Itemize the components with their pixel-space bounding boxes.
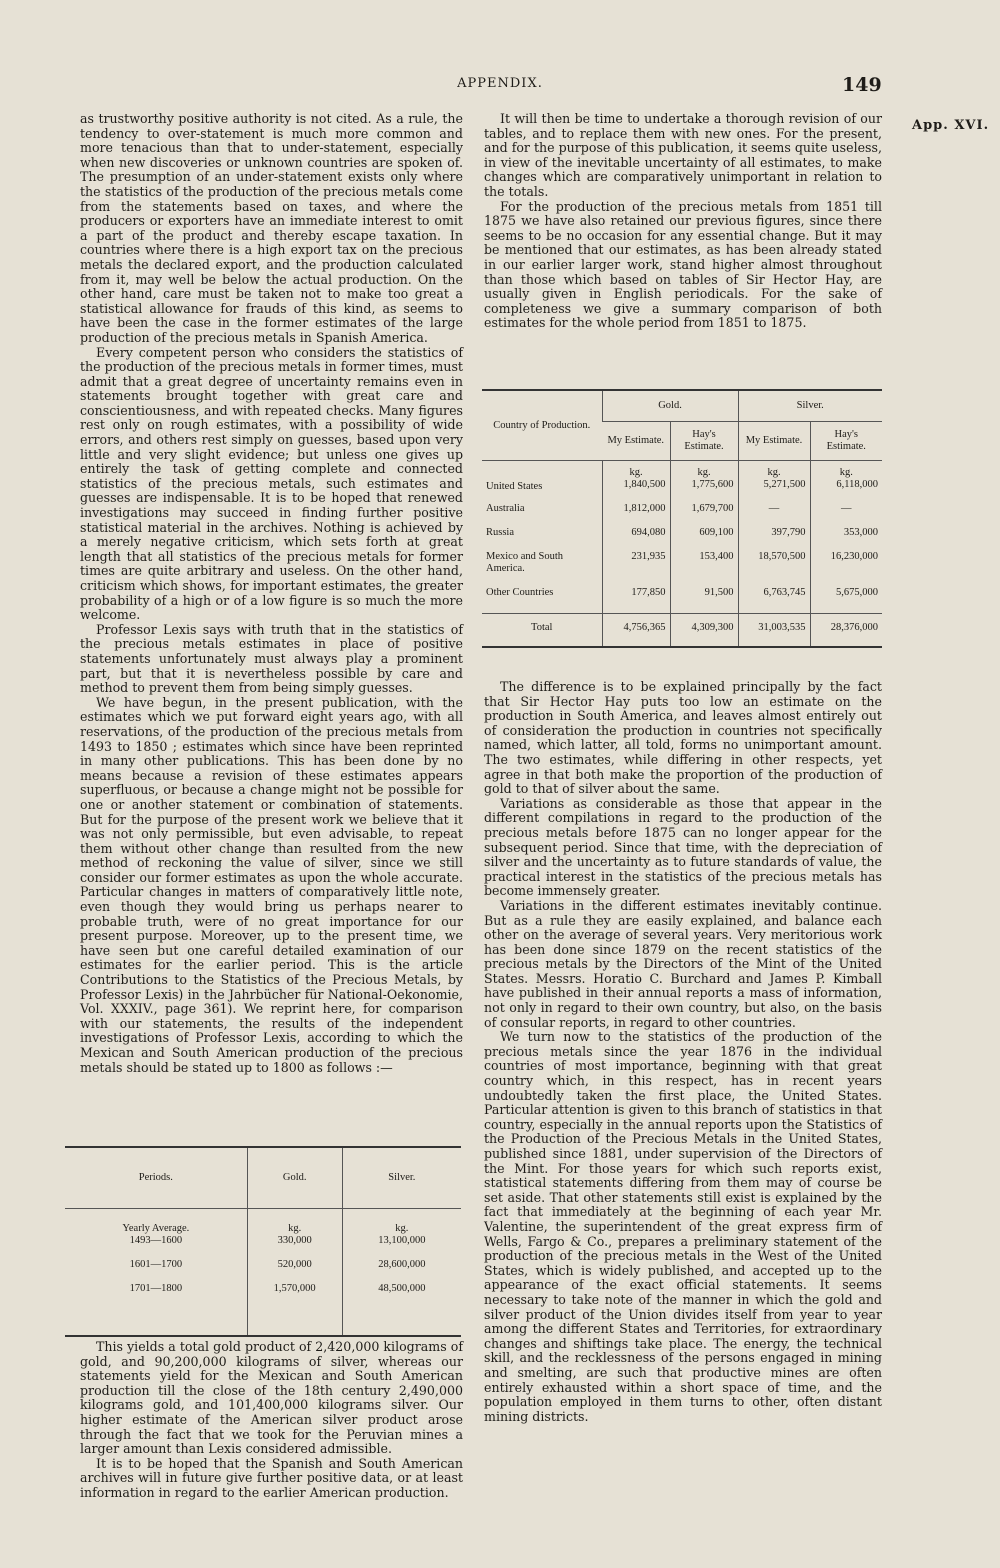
value: 353,000	[810, 517, 882, 541]
total-label: Total	[482, 614, 602, 648]
value: 1,679,700	[670, 495, 738, 517]
value: 4,756,365	[602, 614, 670, 648]
header-gold: Gold.	[602, 390, 738, 422]
paragraph: Variations as considerable as those that appear in the different compilations in regard to the production of the precious metals before 1875 can no longer appear for the subsequent period. Since that time, with the depreciation of silver and the uncertainty as to future standards of value, the practical interest in the statistics of the precious metals has become immensely greater.	[484, 795, 882, 899]
unit-label: kg.	[839, 467, 853, 478]
value: 5,675,000	[810, 577, 882, 614]
period-label: 1493—1600	[129, 1235, 183, 1246]
value: 28,376,000	[810, 614, 882, 648]
period-cell	[65, 1209, 247, 1250]
country-label: Other Countries	[486, 587, 554, 598]
paragraph: Every competent person who considers the statistics of the production of the precious metals in former times, must admit that a great degree of uncertainty remains even in statements brought together with great care and conscientiousness, and with repeated checks. Many figures rest only on rough estimates, with a possibility of wide errors, and others rest simply on guesses, based upon very little and very slight evidence; but unless one gives up entirely the task of getting complete and connected statistics of the precious metals, such estimates and guesses are indispensable. It is to be hoped that renewed investigations may succeed in finding further positive statistical material in the archives. Nothing is achieved by a merely negative criticism, which sets forth at great length that all statistics of the precious metals for former times are quite arbitrary and useless. On the other hand, criticism which shows, for important estimates, the greater probability of a high or of a low figure is so much the more welcome.	[80, 344, 463, 623]
value: —	[810, 495, 882, 517]
gold-hay-cell	[670, 461, 738, 496]
country-label: Australia	[486, 503, 525, 514]
unit-label: kg.	[629, 467, 643, 478]
header-gold-my: My Estimate.	[602, 422, 670, 461]
value: 4,309,300	[670, 614, 738, 648]
value: 694,080	[602, 517, 670, 541]
gold-value: 1,570,000	[247, 1273, 342, 1336]
silver-value: 13,100,000	[378, 1235, 426, 1246]
header-silver: Silver.	[342, 1147, 461, 1209]
paragraph: This yields a total gold product of 2,420,000 kilograms of gold, and 90,200,000 kilograms of silver, whereas our statements yield for the Mexican and South American production till the close of the 18th century 2,490,000 kilograms gold, and 101,400,000 kilograms silver. Our higher estimate of the American silver product arose through the fact that we took for the Peruvian mines a larger amount than Lexis considered admissible.	[80, 1339, 463, 1457]
silver-value: 28,600,000	[342, 1249, 461, 1273]
value: 177,850	[602, 577, 670, 614]
running-head: APPENDIX.	[457, 76, 543, 91]
paragraph: as trustworthy positive authority is not cited. As a rule, the tendency to over-statement is much more common and more tenacious than that to under-statement, especially when new discoveries or unknown countries are spoken of. The presumption of an under-statement exists only where the statistics of the production of the precious metals come from the statements based on taxes, and where the producers or exporters have an immediate interest to omit a part of the product and thereby escape taxation. In countries where there is a high export tax on the precious metals the declared export, and the production calculated from it, may well be below the actual production. On the other hand, care must be taken not to make too great a statistical allowance for frauds of this kind, as seems to have been the case in the former estimates of the large production of the precious metals in Spanish America.	[80, 111, 463, 345]
value: 1,812,000	[602, 495, 670, 517]
paragraph: The difference is to be explained principally by the fact that Sir Hector Hay puts too low an estimate on the production in South America, and leaves almost entirely out of consideration the production in countries not specifically named, which latter, all told, forms no unimportant amount. The two estimates, while differing in other respects, yet agree in that both make the proportion of the production of gold to that of silver about the same.	[484, 679, 882, 797]
page-number: 149	[842, 74, 882, 96]
unit-label: kg.	[395, 1223, 409, 1234]
margin-note: App. XVI.	[912, 118, 990, 133]
country-label: United States	[486, 481, 543, 492]
value: 18,570,500	[738, 541, 810, 577]
value: 6,118,000	[836, 479, 878, 490]
paragraph: Variations in the different estimates inevitably continue. But as a rule they are easily explained, and balance each other on the average of several years. Very meritorious work has been done since 1879 on the recent statistics of the precious metals by the Directors of the Mint of the United States. Messrs. Horatio C. Burchard and James P. Kimball have published in their annual reports a mass of information, not only in regard to their own country, but also, on the basis of consular reports, in regard to other countries.	[484, 897, 882, 1030]
value: —	[738, 495, 810, 517]
silver-cell	[342, 1209, 461, 1250]
value: 1,840,500	[623, 479, 666, 490]
left-column	[80, 112, 463, 1075]
paragraph: It is to be hoped that the Spanish and South American archives will in future give further positive data, or at least information in regard to the earlier American production.	[80, 1455, 463, 1500]
header-gold-hay: Hay's Estimate.	[670, 422, 738, 461]
table-row	[482, 541, 882, 577]
silver-my-cell	[738, 461, 810, 496]
value: 231,935	[602, 541, 670, 577]
yearly-average-label: Yearly Average.	[122, 1223, 190, 1234]
value: 397,790	[738, 517, 810, 541]
unit-label: kg.	[697, 467, 711, 478]
period-label: 1701—1800	[129, 1283, 183, 1294]
unit-label: kg.	[767, 467, 781, 478]
country-label: Mexico and South America.	[486, 551, 563, 574]
gold-my-cell	[602, 461, 670, 496]
header-silver-hay: Hay's Estimate.	[810, 422, 882, 461]
value: 153,400	[670, 541, 738, 577]
gold-value: 520,000	[247, 1249, 342, 1273]
country-label: Russia	[486, 527, 515, 538]
gold-value: 330,000	[277, 1235, 312, 1246]
left-column-bottom	[80, 1340, 463, 1501]
header-gold: Gold.	[247, 1147, 342, 1209]
value: 6,763,745	[738, 577, 810, 614]
value: 5,271,500	[763, 479, 806, 490]
total-row	[482, 614, 882, 648]
header-silver-my: My Estimate.	[738, 422, 810, 461]
gold-cell	[247, 1209, 342, 1250]
value: 16,230,000	[810, 541, 882, 577]
period-label: 1601—1700	[129, 1259, 183, 1270]
right-column-lower	[484, 680, 882, 1424]
periods-table	[65, 1146, 461, 1337]
paragraph: We have begun, in the present publication, with the estimates which we put forward eight years ago, with all reservations, of the production of the precious metals from 1493 to 1850 ; estimates which since have been reprinted in many other publications. This has been done by no means because a revision of these estimates appears superfluous, or because a change might not be possible for one or another statement or combination of statements. But for the purpose of the present work we believe that it was not only permissible, but even advisable, to repeat them without other change than resulted from the new method of reckoning the value of silver, since we still consider our former estimates as upon the whole accurate. Particular changes in matters of comparatively little note, even though they would bring us perhaps nearer to probable truth, were of no great importance for our present purpose. Moreover, up to the present time, we have seen but one careful detailed examination of our estimates for the earlier period. This is the article Contributions to the Statistics of the Precious Metals, by Professor Lexis) in the Jahrbücher für National-Oekonomie, Vol. XXXIV., page 361). We reprint here, for comparison with our statements, the results of the independent investigations of Professor Lexis, according to which the Mexican and South American production of the precious metals should be stated up to 1800 as follows :—	[80, 694, 463, 1075]
paragraph: For the production of the precious metals from 1851 till 1875 we have also retained our previous figures, since there seems to be no occasion for any essential change. But it may be mentioned that our estimates, as has been already stated in our earlier larger work, stand higher almost throughout than those which based on tables of Sir Hector Hay, are usually given in English periodicals. For the sake of completeness we give a summary comparison of both estimates for the whole period from 1851 to 1875.	[484, 198, 882, 331]
unit-label: kg.	[288, 1223, 302, 1234]
paragraph: It will then be time to undertake a thorough revision of our tables, and to replace them with new ones. For the present, and for the purpose of this publication, it seems quite useless, in view of the inevitable uncertainty of all estimates, to make changes which are comparatively unimportant in relation to the totals.	[484, 111, 882, 199]
table-row	[482, 517, 882, 541]
table-row	[482, 461, 882, 496]
header-periods: Periods.	[65, 1147, 247, 1209]
value: 1,775,600	[691, 479, 734, 490]
header-country: Country of Production.	[482, 390, 602, 461]
header-silver: Silver.	[738, 390, 882, 422]
value: 31,003,535	[738, 614, 810, 648]
table-row	[482, 577, 882, 614]
silver-value: 48,500,000	[342, 1273, 461, 1336]
paragraph: Professor Lexis says with truth that in the statistics of the precious metals estimates in place of positive statements unfortunately must always play a prominent part, but that it is nevertheless possible by care and method to prevent them from being simply guesses.	[80, 621, 463, 696]
value: 91,500	[670, 577, 738, 614]
paragraph: We turn now to the statistics of the production of the precious metals since the year 1876 in the individual countries of most importance, beginning with that great country which, in this respect, has in recent years undoubtedly taken the first place, the United States. Particular attention is given to this branch of statistics in that country, especially in the annual reports upon the Statistics of the Production of the Precious Metals in the United States, published since 1881, under supervision of the Directors of the Mint. For those years for which such reports exist, statistical statements differing from them may of course be set aside. That other statements still exist is explained by the fact that immediately at the beginning of each year Mr. Valentine, the superintendent of the great express firm of Wells, Fargo & Co., prepares a preliminary statement of the production of the precious metals in the West of the United States, which is widely published, and accepted up to the appearance of the exact official statements. It seems necessary to take note of the manner in which the gold and silver product of the Union divides itself from year to year among the different States and Territories, for extraordinary changes and shiftings take place. The energy, the technical skill, and the recklessness of the persons engaged in mining and smelting, are such that productive mines are often entirely exhausted within a short space of time, and the population employed in them turns to other, often distant mining districts.	[484, 1029, 882, 1424]
silver-hay-cell	[810, 461, 882, 496]
countries-table	[482, 389, 882, 648]
value: 609,100	[670, 517, 738, 541]
table-row	[482, 495, 882, 517]
